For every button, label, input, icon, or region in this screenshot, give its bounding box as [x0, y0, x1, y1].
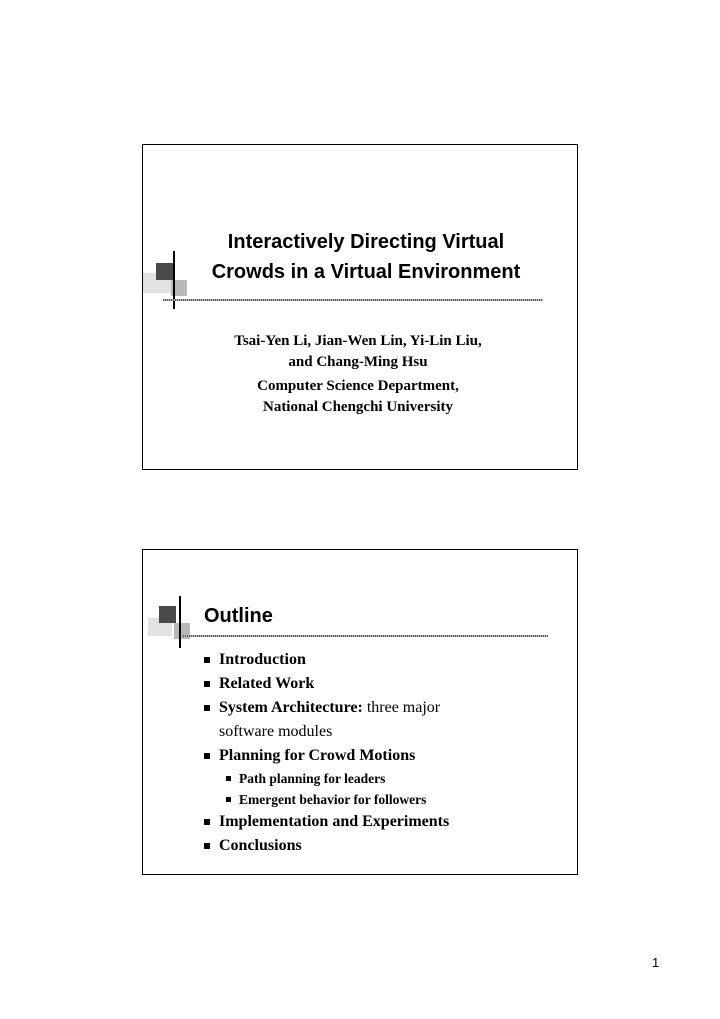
title-line: Crowds in a Virtual Environment [211, 261, 521, 283]
list-item: System Architecture: three major software modules [203, 696, 563, 744]
square-bullet-icon [204, 843, 210, 849]
title-slide [142, 144, 578, 470]
list-item: Conclusions [203, 834, 563, 858]
affiliation-line: Computer Science Department, [257, 378, 459, 394]
title-rule [183, 635, 548, 637]
list-item: Introduction [203, 648, 563, 672]
authors-line: Tsai-Yen Li, Jian-Wen Lin, Yi-Lin Liu, [234, 333, 482, 349]
square-bullet-icon [204, 753, 210, 759]
square-bullet-icon [204, 657, 210, 663]
square-bullet-icon [204, 819, 210, 825]
list-item: Planning for Crowd Motions [203, 744, 563, 768]
title-rule [163, 299, 543, 301]
authors-line: and Chang-Ming Hsu [288, 354, 428, 370]
square-bullet-icon [226, 776, 231, 781]
page-number: 1 [652, 955, 660, 970]
outline-slide [142, 549, 578, 875]
list-item: Implementation and Experiments [203, 810, 563, 834]
list-item: Related Work [203, 672, 563, 696]
sub-list-item: Emergent behavior for followers [203, 789, 563, 810]
square-bullet-icon [204, 705, 210, 711]
square-bullet-icon [226, 797, 231, 802]
title-line: Interactively Directing Virtual [227, 231, 505, 253]
sub-list-item: Path planning for leaders [203, 768, 563, 789]
affiliation-line: National Chengchi University [262, 399, 453, 415]
authors-block [183, 331, 533, 418]
square-bullet-icon [204, 681, 210, 687]
outline-list [203, 648, 563, 858]
slide-title [183, 227, 549, 287]
slide-decoration [143, 590, 203, 660]
slide-title: Outline [204, 605, 273, 627]
